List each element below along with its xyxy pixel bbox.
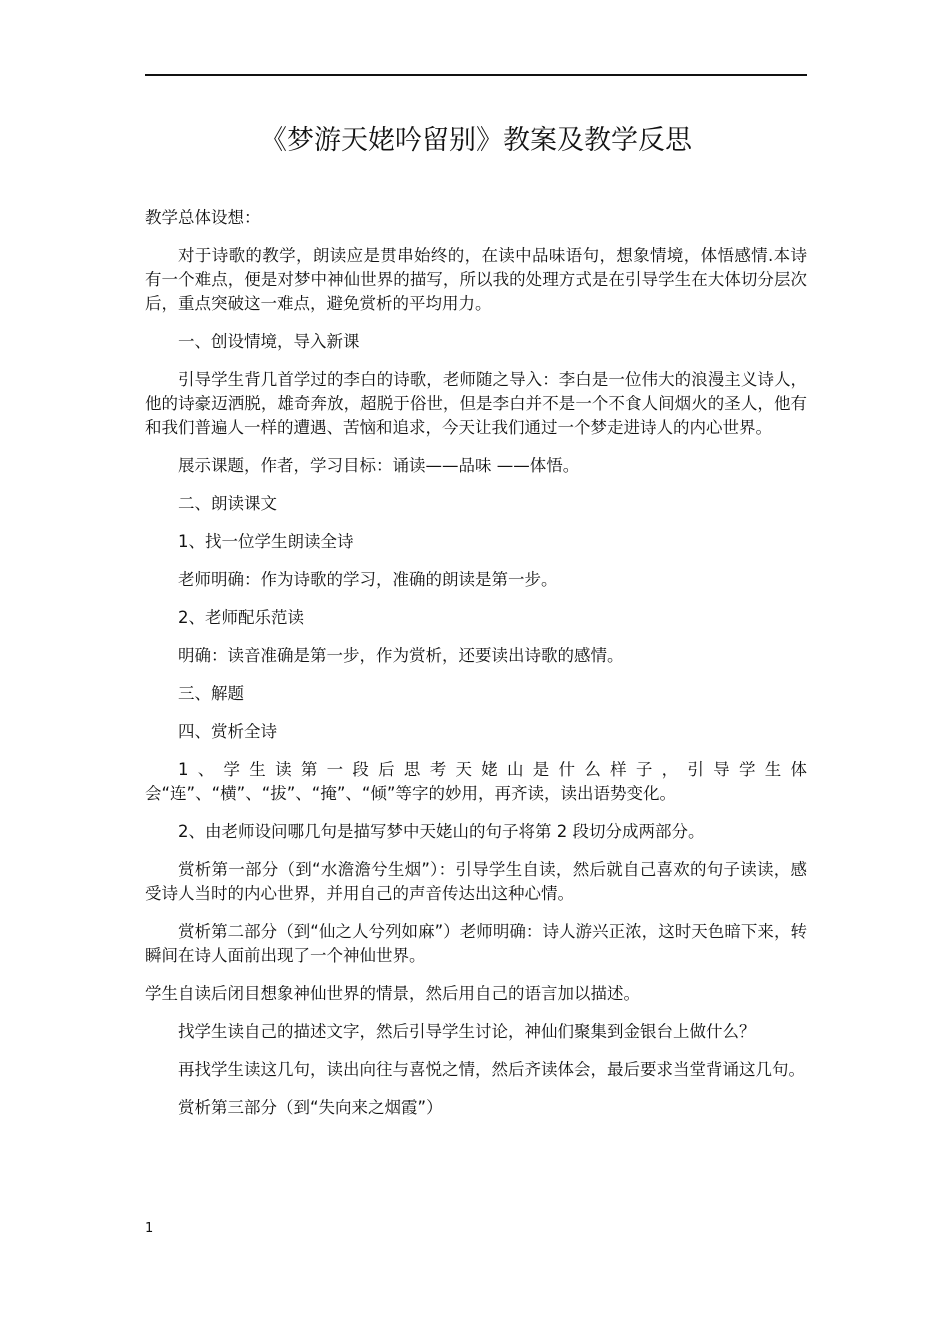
- document-body: [145, 206, 807, 1134]
- paragraph: 赏析第三部分（到“失向来之烟霞”）: [178, 1098, 443, 1117]
- paragraph: 2、由老师设问哪几句是描写梦中天姥山的句子将第 2 段切分成两部分。: [178, 822, 705, 841]
- paragraph: 学生自读后闭目想象神仙世界的情景，然后用自己的语言加以描述。: [145, 984, 640, 1003]
- section-heading: 三、解题: [178, 684, 244, 703]
- paragraph: 1、学生读第一段后思考天姥山是什么样子，引导学生体会“连”、“横”、“拔”、“掩”、“倾”等字的妙用，再齐读，读出语势变化。: [145, 760, 807, 803]
- paragraph: 赏析第二部分（到“仙之人兮列如麻”）老师明确：诗人游兴正浓，这时天色暗下来，转瞬间在诗人面前出现了一个神仙世界。: [145, 922, 807, 965]
- paragraph: 老师明确：作为诗歌的学习，准确的朗读是第一步。: [178, 570, 558, 589]
- document-title: 《梦游天姥吟留别》教案及教学反思: [260, 125, 692, 156]
- paragraph: 引导学生背几首学过的李白的诗歌，老师随之导入：李白是一位伟大的浪漫主义诗人，他的诗豪迈洒脱，雄奇奔放，超脱于俗世，但是李白并不是一个不食人间烟火的圣人，他有和我们普遍人一样的遭遇、苦恼和追求，今天让我们通过一个梦走进诗人的内心世界。: [145, 370, 807, 437]
- paragraph: 1、找一位学生朗读全诗: [178, 532, 354, 551]
- paragraph: 明确：读音准确是第一步，作为赏析，还要读出诗歌的感情。: [178, 646, 624, 665]
- paragraph: 找学生读自己的描述文字，然后引导学生讨论，神仙们聚集到金银台上做什么？: [178, 1022, 756, 1041]
- paragraph: 对于诗歌的教学，朗读应是贯串始终的，在读中品味语句，想象情境，体悟感情.本诗有一个难点，便是对梦中神仙世界的描写，所以我的处理方式是在引导学生在大体切分层次后，重点突破这一难点，避免赏析的平均用力。: [145, 246, 807, 313]
- paragraph: 赏析第一部分（到“水澹澹兮生烟”）：引导学生自读，然后就自己喜欢的句子读读，感受诗人当时的内心世界，并用自己的声音传达出这种心情。: [145, 860, 807, 903]
- page-number: 1: [145, 1221, 154, 1236]
- section-heading: 一、创设情境，导入新课: [178, 332, 360, 351]
- paragraph: 2、老师配乐范读: [178, 608, 304, 627]
- header-rule: [145, 74, 807, 76]
- section-heading: 四、赏析全诗: [178, 722, 277, 741]
- section-heading: 二、朗读课文: [178, 494, 277, 513]
- paragraph: 教学总体设想：: [145, 208, 261, 227]
- paragraph: 展示课题，作者，学习目标：诵读——品味 ——体悟。: [178, 456, 580, 475]
- paragraph: 再找学生读这几句，读出向往与喜悦之情，然后齐读体会，最后要求当堂背诵这几句。: [178, 1060, 805, 1079]
